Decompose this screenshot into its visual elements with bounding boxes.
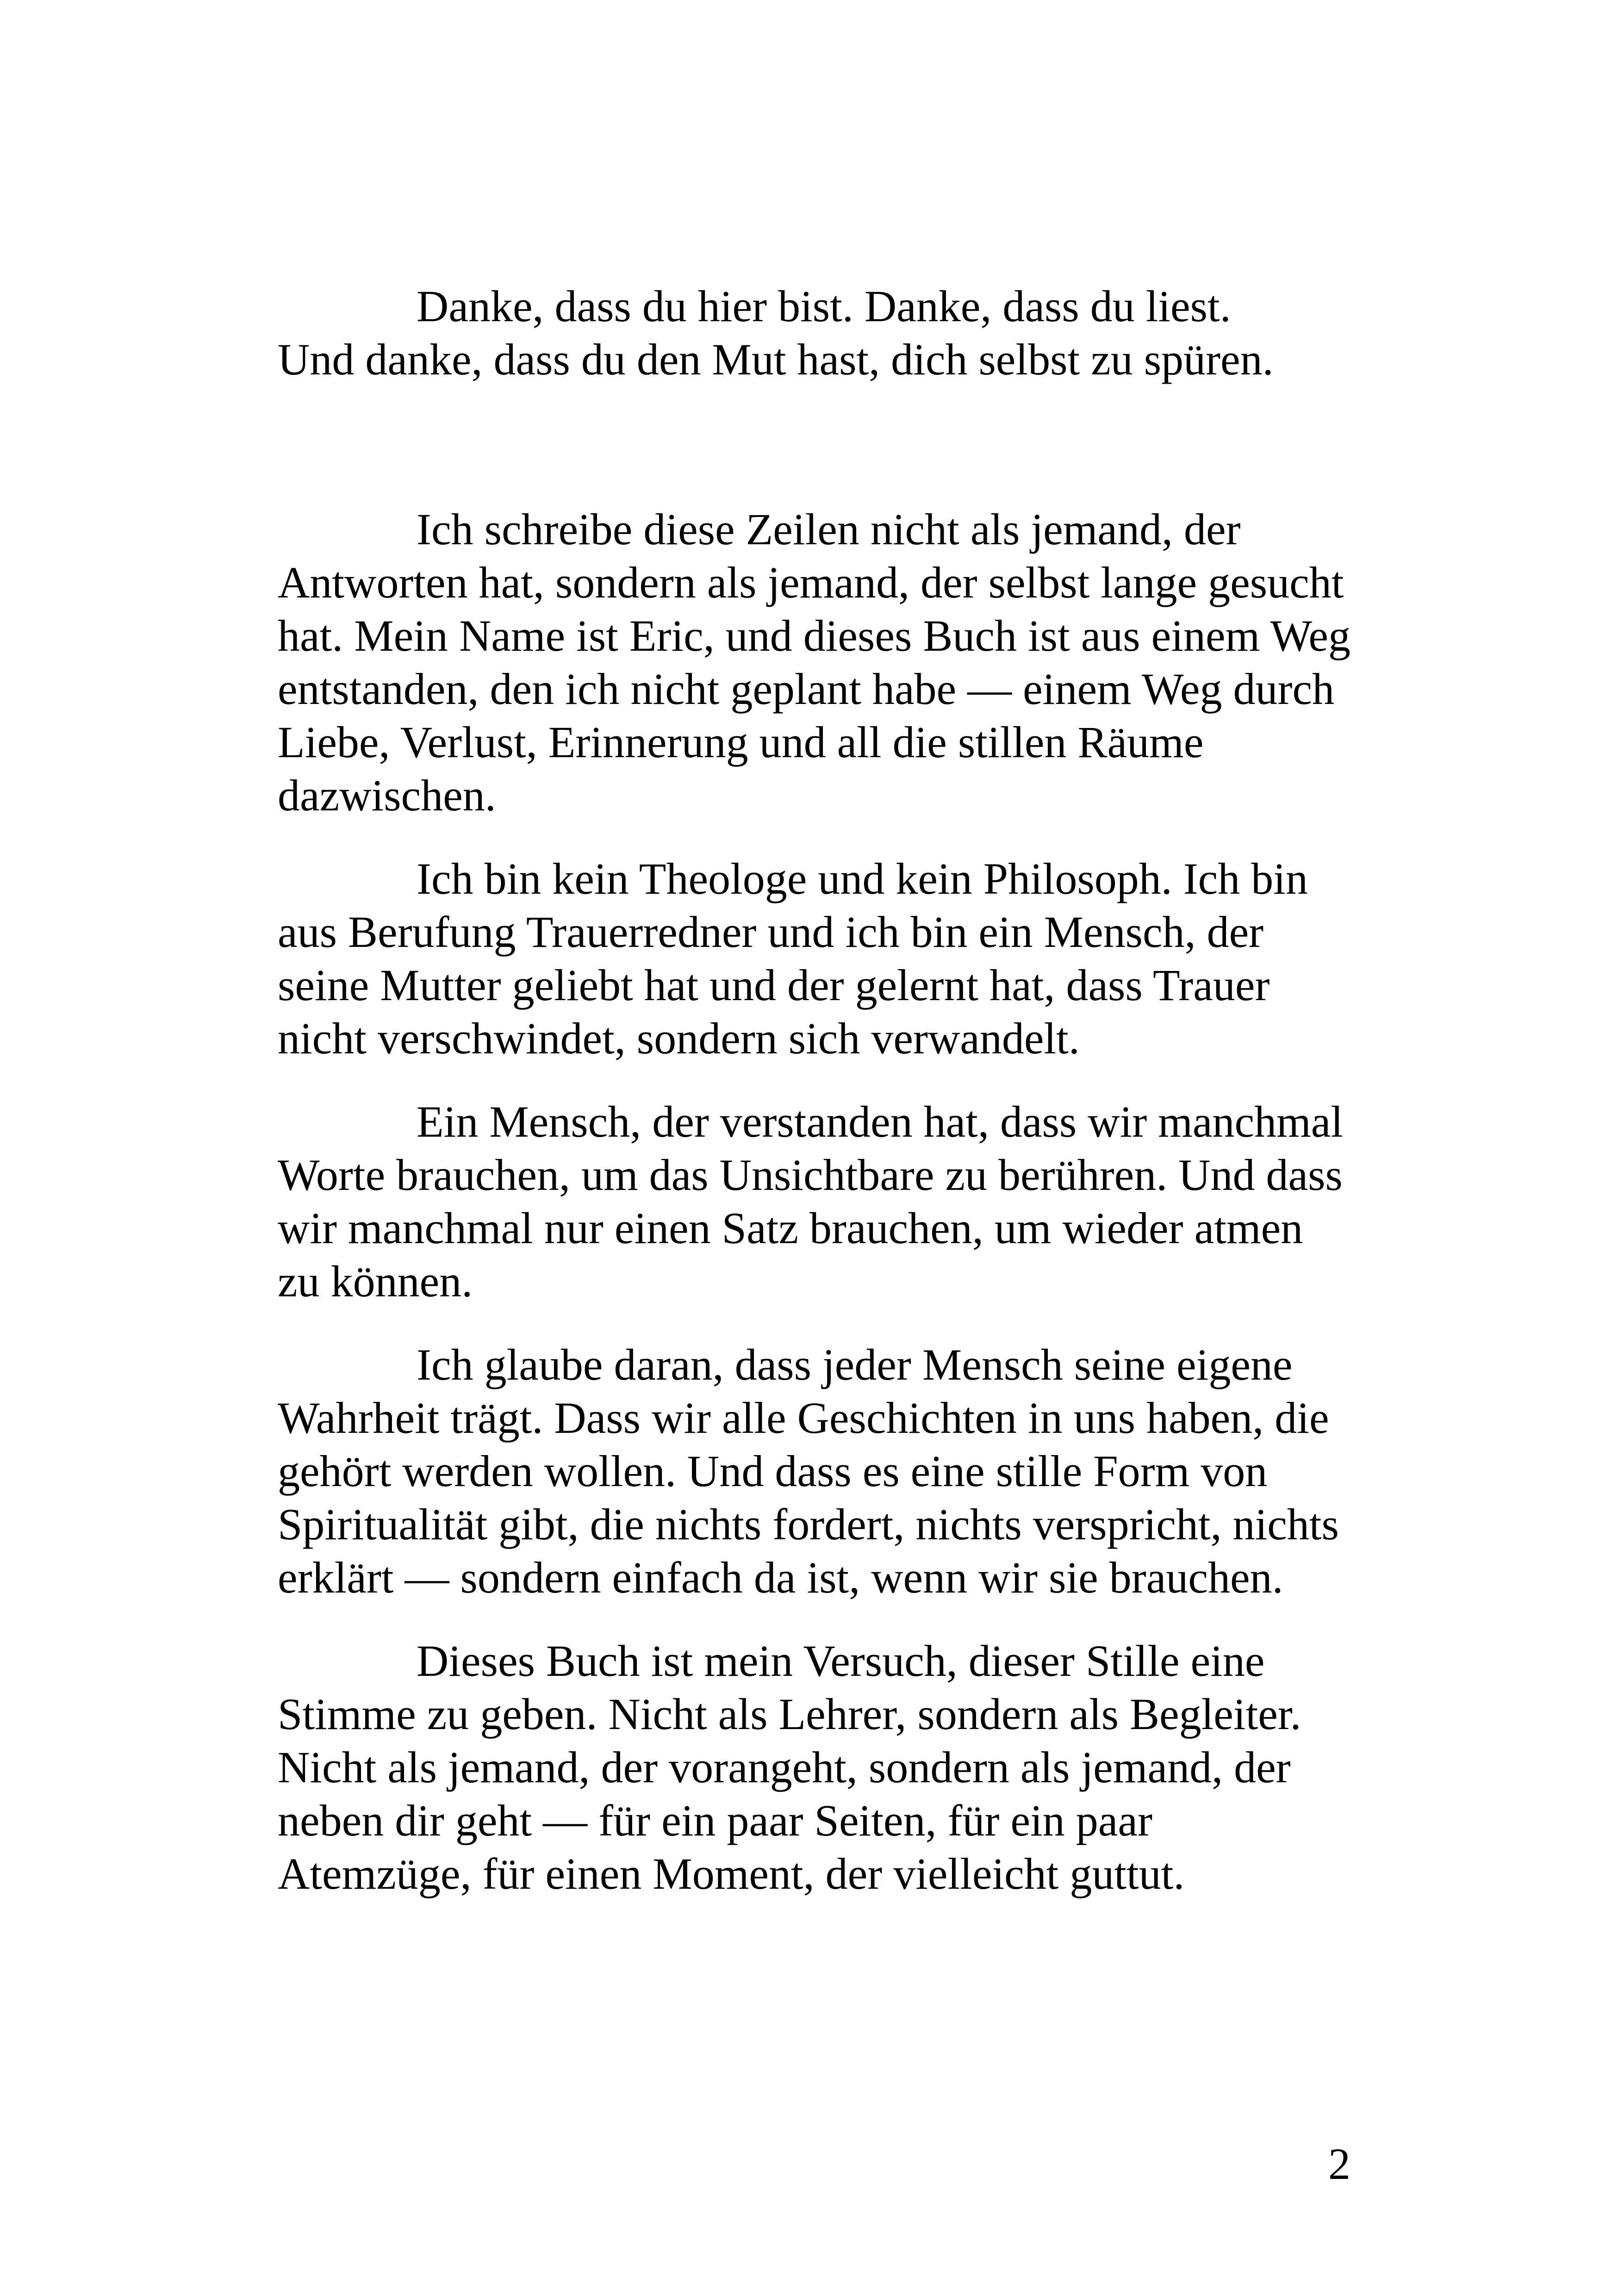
intro-paragraph bbox=[278, 280, 1351, 386]
paragraph-4: Ich glaube daran, dass jeder Mensch seine eigene Wahrheit trägt. Dass wir alle Geschichten in uns haben, die gehört werden wollen. Und dass es eine stille Form von Spiritualität gibt, die nichts fordert, nichts verspricht, nichts erklärt — sondern einfach da ist, wenn wir sie brauchen. bbox=[278, 1340, 1339, 1602]
paragraph-1: Ich schreibe diese Zeilen nicht als jemand, der Antworten hat, sondern als jemand, der selbst lange gesucht hat. Mein Name ist Eric, und dieses Buch ist aus einem Weg entstanden, den ich nicht geplant habe — einem Weg durch Liebe, Verlust, Erinnerung und all die stillen Räume dazwischen. bbox=[278, 504, 1351, 820]
intro-line-2: Und danke, dass du den Mut hast, dich selbst zu spüren. bbox=[278, 335, 1274, 384]
page-number: 2 bbox=[1328, 2139, 1350, 2189]
paragraph-5: Dieses Buch ist mein Versuch, dieser Stille eine Stimme zu geben. Nicht als Lehrer, sondern als Begleiter. Nicht als jemand, der vorangeht, sondern als jemand, der neben dir geht — für ein paar Seiten, für ein paar Atemzüge, für einen Moment, der vielleicht guttut. bbox=[278, 1636, 1301, 1898]
body-text bbox=[278, 503, 1351, 1930]
intro-line-1: Danke, dass du hier bist. Danke, dass du liest. bbox=[417, 281, 1231, 331]
paragraph-3: Ein Mensch, der verstanden hat, dass wir manchmal Worte brauchen, um das Unsichtbare zu berühren. Und dass wir manchmal nur einen Satz brauchen, um wieder atmen zu können. bbox=[278, 1097, 1344, 1306]
paragraph-2: Ich bin kein Theologe und kein Philosoph. Ich bin aus Berufung Trauerredner und ich bin ein Mensch, der seine Mutter geliebt hat und der gelernt hat, dass Trauer nicht verschwindet, sondern sich verwandelt. bbox=[278, 854, 1308, 1063]
